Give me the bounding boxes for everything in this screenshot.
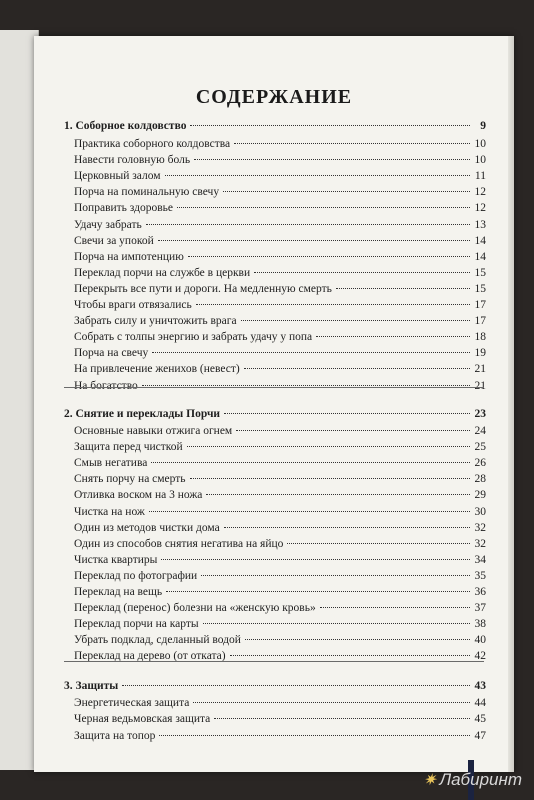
- entry-page-number: 21: [474, 379, 486, 392]
- leader-dots: [146, 224, 470, 225]
- leader-dots: [187, 446, 470, 447]
- leader-dots: [194, 159, 470, 160]
- section-title: 3. Защиты: [64, 680, 119, 692]
- section-page-number: 23: [474, 408, 486, 420]
- toc-entry: [74, 457, 486, 469]
- entry-title: Свечи за упокой: [74, 234, 154, 247]
- leader-dots: [152, 352, 470, 353]
- leader-dots: [190, 478, 470, 479]
- toc-entry: [74, 730, 486, 742]
- toc-section-3: [64, 680, 486, 692]
- entry-page-number: 14: [474, 250, 486, 263]
- leader-dots: [214, 718, 470, 719]
- book-page: [34, 36, 514, 772]
- entry-title: Защита перед чисткой: [74, 441, 183, 454]
- toc-entry: [74, 570, 486, 582]
- leader-dots: [201, 575, 470, 576]
- leader-dots: [241, 320, 470, 321]
- toc-entry: [74, 713, 486, 725]
- leader-dots: [287, 543, 470, 544]
- entry-page-number: 47: [474, 729, 486, 742]
- toc-entry: [74, 283, 486, 295]
- entry-page-number: 32: [474, 521, 486, 534]
- entry-title: Порча на импотенцию: [74, 250, 184, 263]
- toc-entry: [74, 441, 486, 453]
- leader-dots: [203, 623, 470, 624]
- toc-entry: [74, 267, 486, 279]
- entry-page-number: 25: [474, 441, 486, 454]
- entry-title: Один из способов снятия негатива на яйцо: [74, 537, 284, 550]
- toc-entry: [74, 331, 486, 343]
- entry-page-number: 45: [474, 713, 486, 726]
- entry-title: Переклад порчи на карты: [74, 618, 199, 631]
- toc-entry: [74, 363, 486, 375]
- entry-page-number: 11: [474, 170, 486, 183]
- toc-entry: [74, 347, 486, 359]
- entry-page-number: 19: [474, 347, 486, 360]
- toc-entry: [74, 235, 486, 247]
- toc-entry: [74, 219, 486, 231]
- entry-page-number: 30: [474, 505, 486, 518]
- entry-page-number: 32: [474, 537, 486, 550]
- leader-dots: [230, 655, 470, 656]
- entry-title: На богатство: [74, 379, 138, 392]
- entry-title: Чтобы враги отвязались: [74, 299, 192, 311]
- leader-dots: [159, 735, 470, 736]
- entry-title: Перекрыть все пути и дороги. На медленную смерть: [74, 282, 332, 295]
- section-title: 1. Соборное колдовство: [64, 120, 187, 132]
- toc-entry: [74, 186, 486, 198]
- toc-entry: [74, 538, 486, 550]
- toc-entry: [74, 618, 486, 630]
- leader-dots: [254, 272, 470, 273]
- leader-dots: [206, 494, 470, 495]
- watermark-text: Лабиринт: [439, 770, 522, 789]
- page-edge-shadow: [508, 36, 514, 772]
- entry-page-number: 24: [474, 425, 486, 437]
- leader-dots: [193, 702, 470, 703]
- toc-entry: [74, 602, 486, 614]
- entry-page-number: 14: [474, 234, 486, 247]
- section-page-number: 43: [474, 680, 486, 692]
- toc-entry: [74, 380, 486, 392]
- leader-dots: [316, 336, 470, 337]
- entry-page-number: 38: [474, 618, 486, 631]
- leader-dots: [196, 304, 470, 305]
- leader-dots: [245, 639, 470, 640]
- leader-dots: [223, 191, 470, 192]
- toc-entry: [74, 315, 486, 327]
- leader-dots: [224, 527, 470, 528]
- entry-title: Черная ведьмовская защита: [74, 713, 211, 726]
- entry-title: Порча на поминальную свечу: [74, 186, 220, 199]
- entry-page-number: 17: [474, 299, 486, 311]
- labirint-logo-icon: ✷: [423, 772, 437, 789]
- toc-entry: [74, 506, 486, 518]
- section-title: 2. Снятие и переклады Порчи: [64, 408, 221, 420]
- entry-page-number: 21: [474, 363, 486, 376]
- entry-title: Чистка квартиры: [74, 553, 158, 566]
- entry-title: Снять порчу на смерть: [74, 473, 186, 486]
- entry-title: Переклад на дерево (от отката): [74, 650, 226, 663]
- leader-dots: [320, 607, 470, 608]
- entry-page-number: 28: [474, 473, 486, 486]
- entry-page-number: 15: [474, 282, 486, 295]
- entry-page-number: 29: [474, 489, 486, 502]
- toc-entry: [74, 489, 486, 501]
- labirint-watermark: [423, 770, 522, 790]
- leader-dots: [142, 385, 470, 386]
- leader-dots: [188, 256, 470, 257]
- entry-page-number: 40: [474, 634, 486, 647]
- entry-title: Защита на топор: [74, 729, 156, 742]
- toc-section-2: [64, 408, 486, 420]
- leader-dots: [190, 125, 470, 126]
- leader-dots: [177, 207, 470, 208]
- leader-dots: [158, 240, 470, 241]
- entry-title: Переклад на вещь: [74, 586, 163, 598]
- leader-dots: [161, 559, 470, 560]
- leader-dots: [224, 413, 470, 414]
- leader-dots: [165, 175, 470, 176]
- toc-entry: [74, 554, 486, 566]
- toc-entry: [74, 425, 486, 437]
- toc-entry: [74, 138, 486, 150]
- toc-entry: [74, 522, 486, 534]
- entry-title: Собрать с толпы энергию и забрать удачу у попа: [74, 331, 313, 344]
- toc-entry: [74, 251, 486, 263]
- entry-page-number: 42: [474, 650, 486, 663]
- entry-page-number: 17: [474, 315, 486, 328]
- entry-title: Удачу забрать: [74, 218, 142, 231]
- leader-dots: [149, 511, 470, 512]
- leader-dots: [166, 591, 470, 592]
- entry-page-number: 12: [474, 186, 486, 199]
- entry-page-number: 34: [474, 553, 486, 566]
- entry-page-number: 10: [474, 154, 486, 167]
- toc-entry: [74, 299, 486, 311]
- entry-title: Отливка воском на 3 ножа: [74, 489, 203, 502]
- entry-page-number: 37: [474, 602, 486, 615]
- section-divider: [64, 387, 484, 388]
- toc-section-1: [64, 120, 486, 132]
- toc-entry: [74, 473, 486, 485]
- entry-title: Поправить здоровье: [74, 202, 174, 215]
- entry-page-number: 15: [474, 266, 486, 279]
- entry-page-number: 13: [474, 218, 486, 231]
- entry-title: Переклад по фотографии: [74, 569, 198, 582]
- entry-title: На привлечение женихов (невест): [74, 363, 240, 376]
- entry-title: Церковный залом: [74, 170, 161, 183]
- entry-title: Практика соборного колдовства: [74, 138, 231, 150]
- entry-title: Переклад порчи на службе в церкви: [74, 266, 251, 279]
- leader-dots: [122, 685, 470, 686]
- leader-dots: [234, 143, 470, 144]
- toc-entry: [74, 170, 486, 182]
- leader-dots: [244, 368, 470, 369]
- entry-title: Убрать подклад, сделанный водой: [74, 634, 241, 647]
- entry-title: Основные навыки отжига огнем: [74, 425, 233, 437]
- leader-dots: [336, 288, 470, 289]
- entry-page-number: 26: [474, 457, 486, 470]
- section-divider: [64, 661, 484, 662]
- entry-page-number: 44: [474, 697, 486, 709]
- entry-title: Энергетическая защита: [74, 697, 190, 709]
- toc-entry: [74, 586, 486, 598]
- entry-title: Порча на свечу: [74, 347, 149, 360]
- toc-entry: [74, 634, 486, 646]
- entry-title: Один из методов чистки дома: [74, 521, 220, 534]
- entry-page-number: 35: [474, 569, 486, 582]
- leader-dots: [151, 462, 470, 463]
- entry-page-number: 18: [474, 331, 486, 344]
- entry-title: Чистка на нож: [74, 505, 145, 518]
- entry-title: Навести головную боль: [74, 154, 191, 167]
- leader-dots: [236, 430, 470, 431]
- entry-page-number: 12: [474, 202, 486, 215]
- toc-entry: [74, 154, 486, 166]
- entry-page-number: 36: [474, 586, 486, 598]
- entry-title: Смыв негатива: [74, 457, 148, 470]
- section-page-number: 9: [480, 120, 486, 132]
- entry-page-number: 10: [474, 138, 486, 150]
- entry-title: Переклад (перенос) болезни на «женскую кровь»: [74, 602, 316, 615]
- entry-title: Забрать силу и уничтожить врага: [74, 315, 237, 328]
- toc-entry: [74, 697, 486, 709]
- toc-entry: [74, 202, 486, 214]
- page-title: СОДЕРЖАНИЕ: [195, 86, 353, 108]
